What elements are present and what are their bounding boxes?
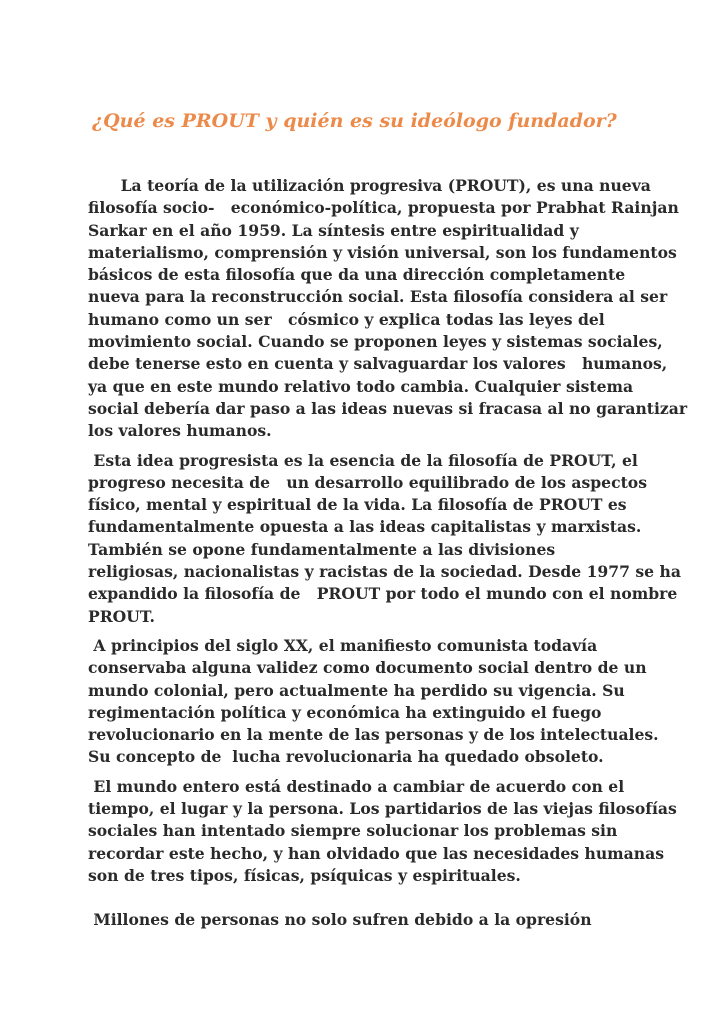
paragraph-spacer: [88, 628, 648, 635]
paragraph-1: La teoría de la utilización progresiva (PROUT), es una nueva filosofía socio- económico-política, propuesta por Prabhat Rainjan Sarkar en el año 1959. La síntesis entre espiritualidad y materialismo, comprensión y visión universal, son los fundamentos básicos de esta filosofía que da una dirección completamente nueva para la reconstrucción social. Esta filosofía considera al ser humano como un ser cósmico y explica todas las leyes del movimiento social. Cuando se proponen leyes y sistemas sociales, debe tenerse esto en cuenta y salvaguardar los valores humanos, ya que en este mundo relativo todo cambia. Cualquier sistema social debería dar paso a las ideas nuevas si fracasa al no garantizar los valores humanos.: [88, 176, 688, 441]
paragraph-spacer: [88, 443, 648, 450]
paragraph-spacer: [88, 769, 648, 776]
document-title: ¿Qué es PROUT y quién es su ideólogo fundador?: [92, 110, 617, 132]
paragraph-2: Esta idea progresista es la esencia de la filosofía de PROUT, el progreso necesita de un desarrollo equilibrado de los aspectos físico, mental y espiritual de la vida. La filosofía de PROUT es fundamentalmente opuesta a las ideas capitalistas y marxistas. También se opone fundamentalmente a las divisiones religiosas, nacionalistas y racistas de la sociedad. Desde 1977 se ha expandido la filosofía de PROUT por todo el mundo con el nombre PROUT.: [88, 450, 681, 626]
paragraph-3: A principios del siglo XX, el manifiesto comunista todavía conservaba alguna validez como documento social dentro de un mundo colonial, pero actualmente ha perdido su vigencia. Su regimentación política y económica ha extinguido el fuego revolucionario en la mente de las personas y de los intelectuales. Su concepto de lucha revolucionaria ha quedado obsoleto.: [88, 635, 659, 767]
document-body: [88, 175, 688, 932]
paragraph-4: El mundo entero está destinado a cambiar de acuerdo con el tiempo, el lugar y la persona. Los partidarios de las viejas filosofías sociales han intentado siempre solucionar los problemas sin recordar este hecho, y han olvidado que las necesidades humanas son de tres tipos, físicas, psíquicas y espirituales.: [88, 776, 677, 885]
paragraph-5: Millones de personas no solo sufren debido a la opresión: [88, 910, 592, 930]
paragraph-spacer: [88, 887, 648, 909]
